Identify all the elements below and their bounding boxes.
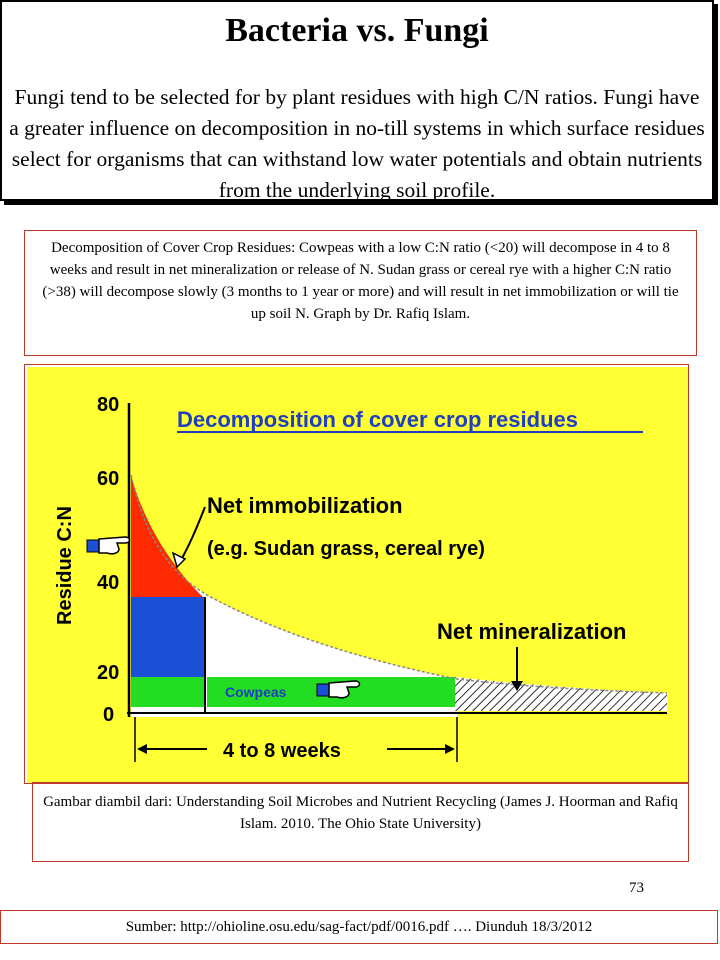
blue-block: [131, 597, 205, 677]
intro-text: Fungi tend to be selected for by plant residues with high C/N ratios. Fungi have a greater influence on decomposition in no-till systems in which surface residues select for organisms that can withstand low water potentials and obtain nutrients from the underlying soil profile.: [9, 85, 705, 202]
y-tick-0: 0: [103, 704, 115, 726]
immobilization-example-label: (e.g. Sudan grass, cereal rye): [207, 538, 485, 560]
y-tick-40: 40: [97, 572, 120, 594]
net-immobilization-label: Net immobilization: [207, 493, 403, 518]
slide-title: Bacteria vs. Fungi: [225, 12, 489, 49]
y-tick-60: 60: [97, 468, 120, 490]
figure-frame: [24, 364, 689, 784]
y-tick-20: 20: [97, 662, 120, 684]
cowpeas-label: Cowpeas: [225, 684, 287, 700]
page-number: 73: [629, 880, 644, 896]
source-citation: Sumber: http://ohioline.osu.edu/sag-fact/pdf/0016.pdf …. Diunduh 18/3/2012: [0, 910, 718, 944]
net-mineralization-label: Net mineralization: [437, 619, 627, 644]
x-axis-label: 4 to 8 weeks: [223, 740, 341, 762]
image-credit: Gambar diambil dari: Understanding Soil Microbes and Nutrient Recycling (James J. Hoorman and Rafiq Islam. 2010. The Ohio State University): [32, 782, 689, 862]
y-axis-label: Residue C:N: [54, 506, 76, 625]
title-box: [0, 0, 714, 201]
decomposition-chart: [27, 367, 688, 783]
figure-caption: Decomposition of Cover Crop Residues: Cowpeas with a low C:N ratio (<20) will decompose in 4 to 8 weeks and result in net mineralization or release of N. Sudan grass or cereal rye with a higher C:N ratio (>38) will decompose slowly (3 months to 1 year or more) and will result in net immobilization or will tie up soil N. Graph by Dr. Rafiq Islam.: [24, 230, 697, 356]
chart-title: Decomposition of cover crop residues: [177, 407, 578, 432]
y-tick-80: 80: [97, 394, 120, 416]
green-block-left: [131, 677, 205, 707]
